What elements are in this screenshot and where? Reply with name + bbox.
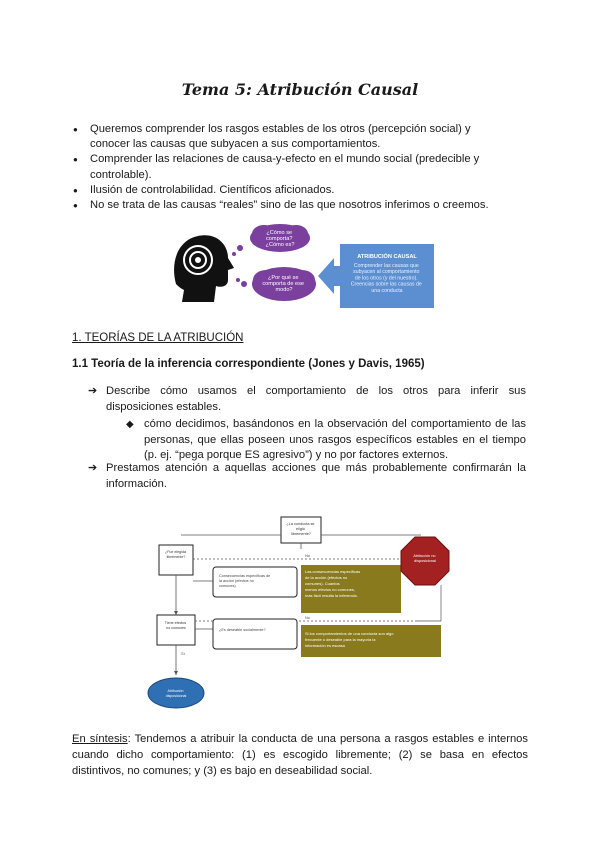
thought-dots bbox=[232, 245, 247, 287]
svg-text:Atribución disposicion: Atribución disposicional bbox=[165, 689, 187, 698]
diamond-bullet-icon: ◆ bbox=[126, 419, 134, 430]
subitem-text: cómo decidimos, basándonos en la observación del comportamiento de las personas, que ellas poseen unos rasgos específicos estables en el tiempo (p. ej. “pega porque ES agresivo”) y no por factores externos. bbox=[144, 418, 526, 461]
summary-paragraph bbox=[72, 731, 528, 779]
arrow-item bbox=[88, 384, 526, 415]
svg-text:¿La conducta se eligió: ¿La conducta se eligió libremente? bbox=[286, 522, 315, 536]
bullet-item: ● Comprender las relaciones de causa-y-efecto en el mundo social (predecible y controlable). bbox=[90, 152, 510, 182]
cloud-top-text: ¿Cómo se comporta? ¿Cómo es? bbox=[265, 230, 295, 248]
arrow-item-text: Prestamos atención a aquellas acciones que más probablemente confirmarán la información. bbox=[106, 462, 526, 490]
arrow-item bbox=[88, 461, 526, 492]
yes-label: Sí bbox=[181, 651, 185, 656]
svg-text:Las consecuencias específicas: Las consecuencias específicas de la acción (efectos no comunes). Cuantos menos efectos no comunes, más fácil resulta la inferencia. bbox=[305, 569, 361, 598]
arrow-bullet-icon: ➔ bbox=[88, 385, 98, 397]
summary-text: : Tendemos a atribuir la conducta de una persona a rasgos estables e internos cuando dicho comportamiento: (1) es escogido libremente; (2) se basa en efectos distintivos, no comunes; y (3) es bajo en deseabilidad social. bbox=[72, 733, 528, 777]
thought-cloud-top bbox=[250, 224, 310, 252]
flow-left-box-2 bbox=[157, 615, 195, 645]
head-icon bbox=[174, 235, 234, 302]
bullet-item: ● Queremos comprender los rasgos estables de los otros (percepción social) y conocer las causas que subyacen a sus comportamientos. bbox=[90, 122, 510, 152]
svg-text:Si los comportamientos de una: Si los comportamientos de una conducta son algo frecuente o deseable para la mayoría la información es escasa bbox=[305, 631, 394, 648]
svg-text:¿Fue elegida librement: ¿Fue elegida libremente? bbox=[165, 550, 186, 559]
callout-text: Comprender las causas que subyacen al comportamiento de los otros (y del nuestro). Creencias sobre las causas de una conducta bbox=[350, 263, 422, 294]
intro-bullet-list bbox=[90, 122, 510, 213]
thought-cloud-bottom bbox=[252, 267, 316, 301]
bullet-item: ● Ilusión de controlabilidad. Científicos aficionados. bbox=[90, 183, 510, 198]
arrow-bullet-icon: ➔ bbox=[88, 462, 98, 474]
arrow-item-text: Describe cómo usamos el comportamiento de los otros para inferir sus disposiciones estables. bbox=[106, 385, 526, 413]
callout-title: ATRIBUCIÓN CAUSAL bbox=[357, 254, 417, 260]
flow-top-box bbox=[281, 517, 321, 543]
bullet-item: ● No se trata de las causas “reales” sino de las que nosotros inferimos o creemos. bbox=[90, 198, 510, 213]
subsection-heading: 1.1 Teoría de la inferencia correspondiente (Jones y Davis, 1965) bbox=[72, 358, 425, 370]
flow-callout-2 bbox=[213, 619, 297, 649]
summary-lead: En síntesis bbox=[72, 733, 128, 745]
flowchart-diagram bbox=[145, 515, 465, 710]
svg-text:Atribución no disposic: Atribución no disposicional bbox=[413, 554, 436, 563]
dispositional-ellipse bbox=[148, 678, 204, 708]
flow-olive-box-2 bbox=[301, 625, 441, 657]
page-title: Tema 5: Atribución Causal bbox=[181, 80, 419, 99]
cloud-bottom-text: ¿Por qué se comporta de ese modo? bbox=[262, 275, 305, 293]
flow-left-box-1 bbox=[159, 545, 193, 575]
diamond-subitem bbox=[126, 417, 526, 464]
no-label-2: No bbox=[305, 615, 311, 620]
flow-olive-box-1 bbox=[301, 565, 401, 613]
svg-text:Tiene efectos no comun: Tiene efectos no comunes bbox=[164, 621, 187, 630]
svg-text:Consecuencias específicas de: Consecuencias específicas de la acción (efectos no comunes) bbox=[219, 574, 271, 588]
attribution-callout bbox=[318, 244, 434, 308]
no-label-1: No bbox=[305, 553, 311, 558]
attribution-diagram bbox=[168, 222, 436, 314]
flow-callout-1 bbox=[213, 567, 297, 597]
callout-2-text: ¿Es deseable socialmente? bbox=[219, 628, 266, 632]
stop-octagon bbox=[401, 537, 449, 585]
section-heading: 1. TEORÍAS DE LA ATRIBUCIÓN bbox=[72, 332, 244, 344]
